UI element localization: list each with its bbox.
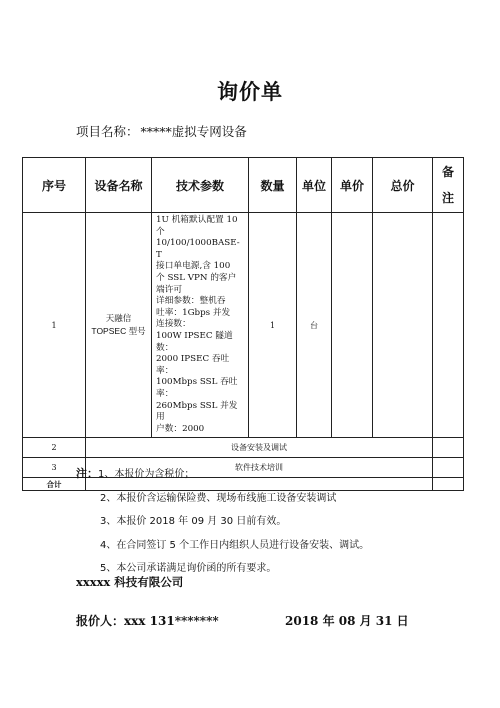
row1-device-name-line1: 天融信 [105,314,132,325]
header-unit-price: 单价 [332,158,373,213]
row3-note [433,458,464,478]
project-line [76,122,247,140]
notes-section [76,462,369,581]
project-label: 项目名称： [76,124,139,139]
quote-table [22,157,464,491]
param-line: 2000 IPSEC 吞吐率： [156,354,230,376]
total-label: 合计 [23,478,86,491]
note-item: 5、本公司承诺满足询价函的所有要求。 [100,563,277,574]
row1-tech-params [152,213,249,438]
param-line: 100Mbps SSL 吞吐率： [156,377,238,399]
table-row [23,438,464,458]
document-title: 询价单 [217,79,283,104]
param-line: 端许可 [156,284,183,295]
note-text: 1、本报价为含税价； [98,469,195,480]
row1-quantity: 1 [249,213,297,438]
row1-device-name [86,213,152,438]
note-item [76,462,369,487]
row2-seq: 2 [23,438,86,458]
header-unit: 单位 [297,158,332,213]
param-line: 260Mbps SSL 并发用 [156,400,238,423]
table-row [23,213,464,438]
param-line: 1U 机箱默认配置 10 [156,215,238,225]
row1-seq: 1 [23,213,86,438]
note-item: 3、本报价 2018 年 09 月 30 日前有效。 [100,516,287,527]
param-line: 接口单电源,含 100 [156,261,231,272]
row3-seq: 3 [23,458,86,478]
quoter-contact: 报价人：xxx 131******* [76,614,219,628]
param-line: 个 [156,226,165,237]
header-seq: 序号 [23,158,86,213]
project-name: *****虚拟专网设备 [140,124,247,139]
header-note-line2: 注 [441,191,454,205]
row1-unit: 台 [297,213,332,438]
param-line: 连接数： [156,319,191,330]
row2-note [433,438,464,458]
header-total-price: 总价 [373,158,433,213]
row3-description: 软件技术培训 [86,458,433,478]
header-quantity: 数量 [249,158,297,213]
row1-unit-price [332,213,373,438]
param-line: 100W IPSEC 隧道数： [156,330,233,353]
note-item: 4、在合同签订 5 个工作日内组织人员进行设备安装、调试。 [100,539,370,551]
header-note [433,158,464,213]
header-device-name: 设备名称 [86,158,152,213]
param-line: 10/100/1000BASE-T [156,238,240,260]
table-header-row [23,158,464,213]
company-name: xxxxx 科技有限公司 [76,575,184,589]
header-tech-params: 技术参数 [152,158,249,213]
row1-device-name-line2: TOPSEC 型号 [91,326,146,337]
param-line: 户数：2000 [156,423,205,434]
notes-lead: 注： [76,467,98,480]
row1-total-price [373,213,433,438]
quote-date: 2018 年 08 月 31 日 [285,614,409,628]
note-item: 2、本报价含运输保险费、现场布线施工设备安装调试 [100,492,337,504]
param-line: 吐率：1Gbps 并发 [156,307,231,318]
row1-note [433,213,464,438]
total-note [433,478,464,491]
param-line: 个 SSL VPN 的客户 [156,272,237,283]
row2-description: 设备安装及调试 [86,438,433,458]
header-note-line1: 备 [441,165,454,179]
param-line: 详细参数：整机吞 [156,296,226,307]
